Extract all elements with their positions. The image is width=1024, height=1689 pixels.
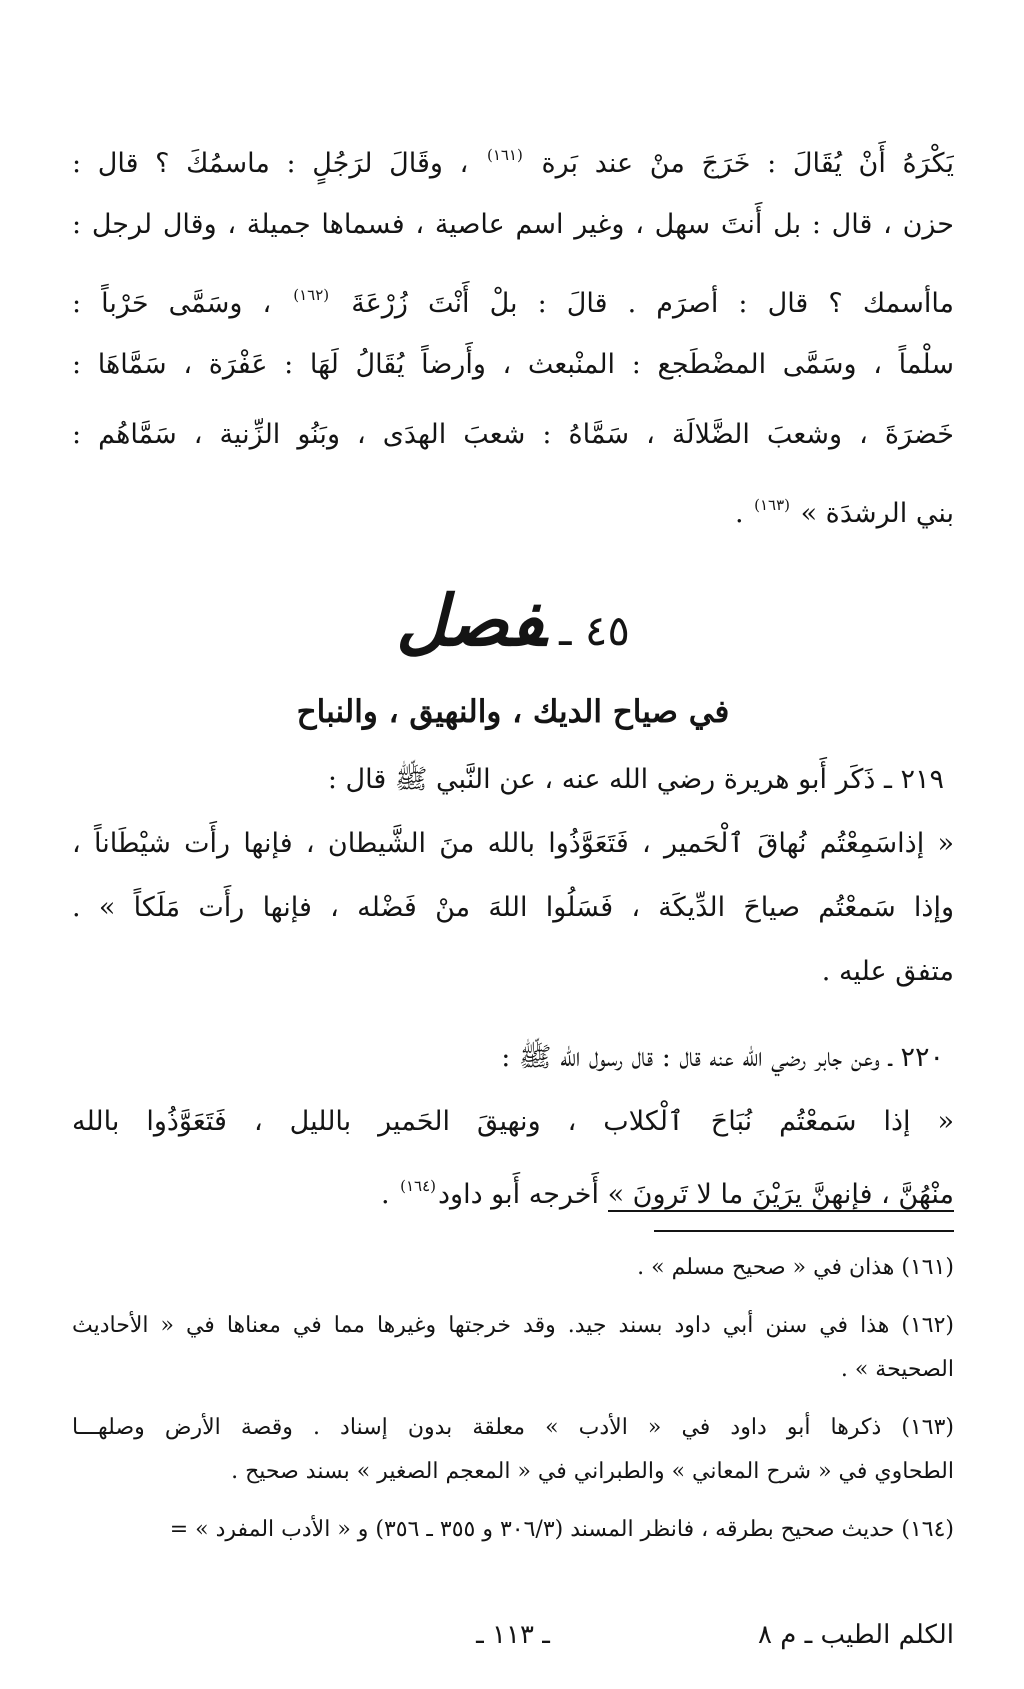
text-line: ماأسمك ؟ قال : أصرَم . قالَ : بلْ أَنْتَ زُرْعَةَ $^{(١٦٢)}$ ، وسَمَّى حَرْباً : xyxy=(72,286,954,319)
hadith-line: منْهُنَّ ، فإنهنَّ يرَيْنَ ما لا تَرونَ » أَخرجه أَبو داود$^{(١٦٤)}$ . xyxy=(380,1177,954,1210)
footnote-marker[interactable]: (١٦٣) xyxy=(754,496,790,514)
chapter-number: ٤٥ ـ xyxy=(559,606,630,655)
footnote-marker[interactable]: (١٦٢) xyxy=(293,286,330,304)
hadith-line: متفق عليه . xyxy=(821,956,954,987)
footnote-163-cont: الطحاوي في « شرح المعاني » والطبراني في « المعجم الصغير » بسند صحيح . xyxy=(231,1459,954,1484)
hadith-line: « إذاسَمِعْتُم نُهاقَ ٱلْحَمير ، فَتَعَوَّذُوا بالله منَ الشَّيطان ، فإنها رأَت شيْطَاناً ، xyxy=(72,828,954,859)
book-title: الكلم الطيب ـ م ٨ xyxy=(757,1620,954,1650)
footnotes xyxy=(72,1246,954,1552)
footnote-marker[interactable]: (١٦٤) xyxy=(400,1177,437,1195)
text-line: يَكْرَهُ أَنْ يُقَالَ : خَرَجَ منْ عند بَرة $^{(١٦١)}$ ، وقَالَ لرَجُلٍ : ماسمُكَ ؟ قال : xyxy=(72,146,954,179)
footnote-162-cont: الصحيحة » . xyxy=(840,1357,954,1382)
footnote-162: (١٦٢) هذا في سنن أبي داود بسند جيد. وقد خرجتها وغيرها مما في معناها في « الأحاديث xyxy=(72,1313,954,1338)
text-line: خَضرَةَ ، وشعبَ الضَّلالَة ، سَمَّاهُ : شعبَ الهدَى ، وبَنُو الزِّنية ، سَمَّاهُم : xyxy=(72,419,954,450)
hadith-line: ٢٢٠ ـ وعن جابر رضي الله عنه قال : قال رسول الله ﷺ : xyxy=(501,1042,944,1073)
text-line: حزن ، قال : بل أَنتَ سهل ، وغير اسم عاصية ، فسماها جميلة ، وقال لرجل : xyxy=(72,209,954,240)
chapter-heading xyxy=(72,566,954,676)
footnote-163: (١٦٣) ذكرها أبو داود في « الأدب » معلقة بدون إسناد . وقصة الأرض وصلهـــا xyxy=(72,1415,954,1440)
chapter-title: فصل xyxy=(396,579,546,662)
text-line: بني الرشدَة » $^{(١٦٣)}$ . xyxy=(734,496,954,529)
hadith-220 xyxy=(72,1026,954,1218)
footnote-separator xyxy=(654,1230,954,1232)
footnote-161: (١٦١) هذان في « صحيح مسلم » . xyxy=(637,1255,954,1280)
underlined-quote: منْهُنَّ ، فإنهنَّ يرَيْنَ ما لا تَرونَ » xyxy=(607,1179,954,1210)
hadith-line: « إذا سَمعْتُم نُبَاحَ ٱلْكلاب ، ونهيقَ الحَمير بالليل ، فَتَعَوَّذُوا بالله xyxy=(72,1106,954,1137)
hadith-line: ٢١٩ ـ ذَكَر أَبو هريرة رضي الله عنه ، عن النَّبي ﷺ قال : xyxy=(327,764,944,795)
body-paragraph xyxy=(72,120,954,540)
hadith-line: وإذا سَمعْتُم صياحَ الدِّيكَة ، فَسَلُوا اللهَ منْ فَضْله ، فإنها رأَت مَلَكاً » . xyxy=(72,892,954,923)
page-number: ـ ١١٣ ـ xyxy=(476,1620,550,1650)
text-line: سلْماً ، وسَمَّى المضْطَجع : المنْبعث ، وأَرضاً يُقَالُ لَهَا : عَفْرَة ، سَمَّاهَا : xyxy=(72,349,954,380)
footnote-164: (١٦٤) حديث صحيح بطرقه ، فانظر المسند (٣٠٦/٣ و ٣٥٥ ـ ٣٥٦) و « الأدب المفرد » = xyxy=(169,1517,954,1542)
footnote-marker[interactable]: (١٦١) xyxy=(486,146,523,164)
chapter-subtitle: في صياح الديك ، والنهيق ، والنباح xyxy=(296,694,730,730)
page-footer xyxy=(72,1610,954,1660)
hadith-219 xyxy=(72,748,954,1004)
